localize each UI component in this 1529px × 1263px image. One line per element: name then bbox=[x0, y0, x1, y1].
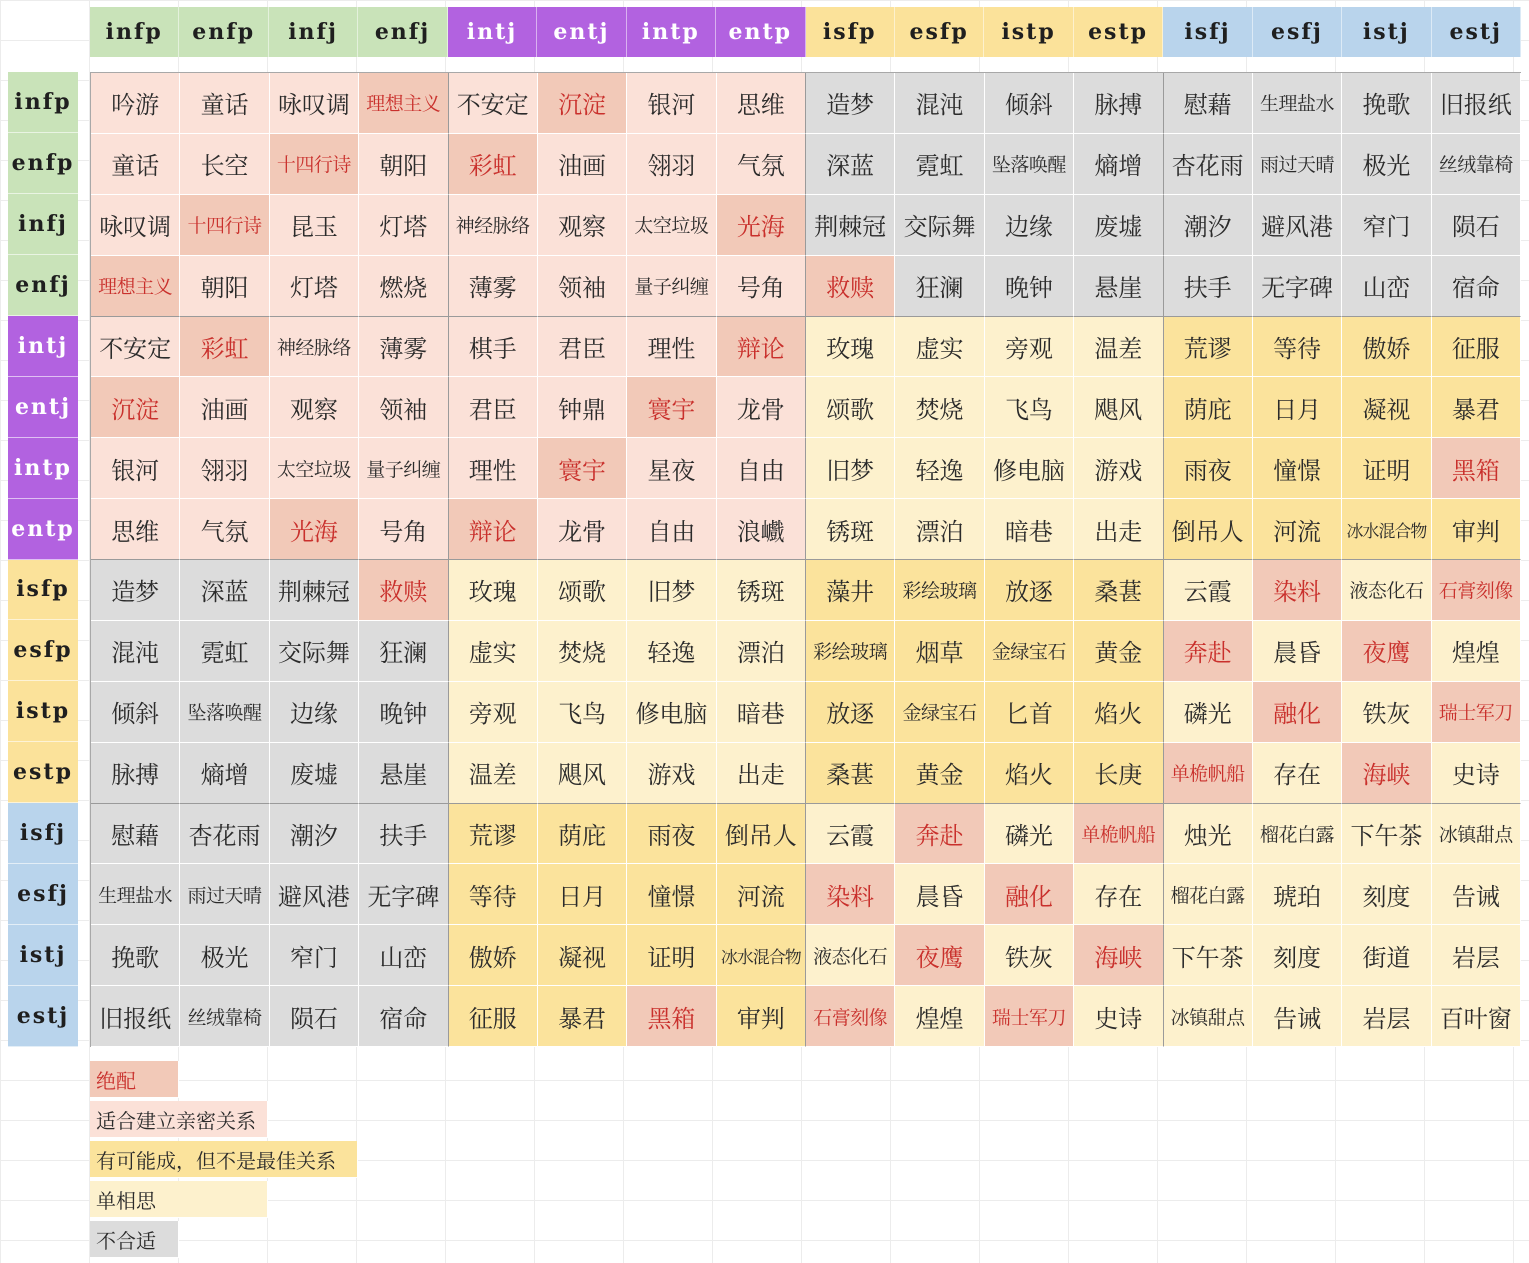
matrix-cell-istj-esfj: 刻度 bbox=[1253, 925, 1342, 986]
matrix-cell-enfj-entp: 号角 bbox=[717, 256, 806, 317]
matrix-cell-esfp-infj: 交际舞 bbox=[270, 621, 359, 682]
matrix-cell-infj-estp: 废墟 bbox=[1074, 195, 1163, 256]
matrix-cell-entj-enfj: 领袖 bbox=[359, 377, 448, 438]
matrix-cell-istp-infj: 边缘 bbox=[270, 682, 359, 743]
matrix-cell-isfj-esfj: 榴花白露 bbox=[1253, 804, 1342, 865]
matrix-cell-isfp-isfj: 云霞 bbox=[1164, 560, 1253, 621]
matrix-cell-infp-infj: 咏叹调 bbox=[270, 73, 359, 134]
column-header-enfp: enfp bbox=[179, 7, 268, 57]
matrix-cell-esfj-isfp: 染料 bbox=[806, 864, 895, 925]
matrix-cell-esfj-infj: 避风港 bbox=[270, 864, 359, 925]
matrix-cell-intj-intj: 棋手 bbox=[449, 317, 538, 378]
matrix-cell-estp-esfp: 黄金 bbox=[895, 743, 984, 804]
matrix-cell-enfp-isfj: 杏花雨 bbox=[1164, 134, 1253, 195]
matrix-cell-infj-intp: 太空垃圾 bbox=[627, 195, 716, 256]
matrix-cell-isfj-istj: 下午茶 bbox=[1342, 804, 1431, 865]
matrix-cell-istp-esfj: 融化 bbox=[1253, 682, 1342, 743]
matrix-cell-enfp-entp: 气氛 bbox=[717, 134, 806, 195]
matrix-cell-enfp-esfp: 霓虹 bbox=[895, 134, 984, 195]
matrix-cell-infp-isfp: 造梦 bbox=[806, 73, 895, 134]
matrix-cell-istp-intp: 修电脑 bbox=[627, 682, 716, 743]
matrix-cell-intj-entj: 君臣 bbox=[538, 317, 627, 378]
column-header-infp: infp bbox=[90, 7, 179, 57]
matrix-cell-infj-infj: 昆玉 bbox=[270, 195, 359, 256]
matrix-cell-istp-enfj: 晚钟 bbox=[359, 682, 448, 743]
matrix-cell-esfj-istj: 刻度 bbox=[1342, 864, 1431, 925]
matrix-cell-istj-estp: 海峡 bbox=[1074, 925, 1163, 986]
matrix-cell-isfp-infp: 造梦 bbox=[91, 560, 180, 621]
column-header-istj: istj bbox=[1342, 7, 1431, 57]
matrix-cell-infj-intj: 神经脉络 bbox=[449, 195, 538, 256]
matrix-cell-estj-enfp: 丝绒靠椅 bbox=[180, 986, 269, 1047]
matrix-cell-isfp-enfp: 深蓝 bbox=[180, 560, 269, 621]
matrix-cell-estp-infj: 废墟 bbox=[270, 743, 359, 804]
matrix-cell-intp-enfp: 翎羽 bbox=[180, 438, 269, 499]
matrix-cell-entp-esfp: 漂泊 bbox=[895, 499, 984, 560]
row-header-istp: istp bbox=[8, 681, 78, 742]
matrix-cell-istj-isfp: 液态化石 bbox=[806, 925, 895, 986]
matrix-cell-estj-esfp: 煌煌 bbox=[895, 986, 984, 1047]
column-header-entp: entp bbox=[716, 7, 805, 57]
matrix-cell-intj-entp: 辩论 bbox=[717, 317, 806, 378]
matrix-cell-estp-isfj: 单桅帆船 bbox=[1164, 743, 1253, 804]
matrix-cell-esfp-isfj: 奔赴 bbox=[1164, 621, 1253, 682]
matrix-cell-enfj-isfp: 救赎 bbox=[806, 256, 895, 317]
matrix-cell-esfp-entj: 焚烧 bbox=[538, 621, 627, 682]
matrix-cell-intj-estp: 温差 bbox=[1074, 317, 1163, 378]
matrix-cell-infp-istp: 倾斜 bbox=[985, 73, 1074, 134]
row-header-infj: infj bbox=[8, 194, 78, 255]
matrix-cell-isfp-estj: 石膏刻像 bbox=[1432, 560, 1521, 621]
matrix-cell-esfj-estj: 告诫 bbox=[1432, 864, 1521, 925]
matrix-cell-esfj-entp: 河流 bbox=[717, 864, 806, 925]
matrix-cell-enfp-enfj: 朝阳 bbox=[359, 134, 448, 195]
matrix-cell-enfj-esfj: 无字碑 bbox=[1253, 256, 1342, 317]
matrix-cell-infj-esfj: 避风港 bbox=[1253, 195, 1342, 256]
matrix-cell-esfj-enfp: 雨过天晴 bbox=[180, 864, 269, 925]
matrix-cell-isfj-enfp: 杏花雨 bbox=[180, 804, 269, 865]
matrix-cell-isfj-intj: 荒谬 bbox=[449, 804, 538, 865]
matrix-cell-infp-entj: 沉淀 bbox=[538, 73, 627, 134]
matrix-cell-esfj-istp: 融化 bbox=[985, 864, 1074, 925]
matrix-cell-infp-entp: 思维 bbox=[717, 73, 806, 134]
matrix-cell-entp-infj: 光海 bbox=[270, 499, 359, 560]
matrix-cell-estj-estp: 史诗 bbox=[1074, 986, 1163, 1047]
matrix-cell-intj-infj: 神经脉络 bbox=[270, 317, 359, 378]
matrix-cell-istp-isfp: 放逐 bbox=[806, 682, 895, 743]
matrix-cell-isfp-infj: 荆棘冠 bbox=[270, 560, 359, 621]
matrix-cell-entp-isfj: 倒吊人 bbox=[1164, 499, 1253, 560]
matrix-cell-estj-isfp: 石膏刻像 bbox=[806, 986, 895, 1047]
matrix-cell-esfp-estj: 煌煌 bbox=[1432, 621, 1521, 682]
matrix-cell-enfj-infj: 灯塔 bbox=[270, 256, 359, 317]
matrix-cell-esfj-entj: 日月 bbox=[538, 864, 627, 925]
matrix-cell-isfp-entp: 锈斑 bbox=[717, 560, 806, 621]
matrix-cell-estp-isfp: 桑葚 bbox=[806, 743, 895, 804]
matrix-cell-intj-estj: 征服 bbox=[1432, 317, 1521, 378]
matrix-cell-entj-infj: 观察 bbox=[270, 377, 359, 438]
matrix-cell-isfj-isfp: 云霞 bbox=[806, 804, 895, 865]
matrix-cell-entj-esfj: 日月 bbox=[1253, 377, 1342, 438]
matrix-cell-istp-estj: 瑞士军刀 bbox=[1432, 682, 1521, 743]
matrix-cell-estp-enfj: 悬崖 bbox=[359, 743, 448, 804]
matrix-cell-estp-entj: 飓风 bbox=[538, 743, 627, 804]
matrix-cell-esfp-intp: 轻逸 bbox=[627, 621, 716, 682]
matrix-cell-enfj-istp: 晚钟 bbox=[985, 256, 1074, 317]
column-header-estp: estp bbox=[1074, 7, 1163, 57]
matrix-cell-istj-infj: 窄门 bbox=[270, 925, 359, 986]
matrix-cell-intp-istj: 证明 bbox=[1342, 438, 1431, 499]
matrix-cell-infp-intj: 不安定 bbox=[449, 73, 538, 134]
matrix-cell-infp-intp: 银河 bbox=[627, 73, 716, 134]
column-header-intp: intp bbox=[627, 7, 716, 57]
matrix-cell-intj-isfj: 荒谬 bbox=[1164, 317, 1253, 378]
matrix-cell-esfp-entp: 漂泊 bbox=[717, 621, 806, 682]
matrix-cell-intp-entj: 寰宇 bbox=[538, 438, 627, 499]
matrix-cell-esfp-istp: 金绿宝石 bbox=[985, 621, 1074, 682]
matrix-cell-infj-isfp: 荆棘冠 bbox=[806, 195, 895, 256]
matrix-cell-infp-infp: 吟游 bbox=[91, 73, 180, 134]
matrix-cell-intj-esfj: 等待 bbox=[1253, 317, 1342, 378]
matrix-cell-entj-estj: 暴君 bbox=[1432, 377, 1521, 438]
matrix-cell-enfp-intj: 彩虹 bbox=[449, 134, 538, 195]
matrix-cell-entp-enfp: 气氛 bbox=[180, 499, 269, 560]
matrix-cell-infj-infp: 咏叹调 bbox=[91, 195, 180, 256]
matrix-cell-isfp-istj: 液态化石 bbox=[1342, 560, 1431, 621]
matrix-cell-entp-estp: 出走 bbox=[1074, 499, 1163, 560]
matrix-cell-intj-intp: 理性 bbox=[627, 317, 716, 378]
matrix-cell-estj-intj: 征服 bbox=[449, 986, 538, 1047]
matrix-cell-isfj-estj: 冰镇甜点 bbox=[1432, 804, 1521, 865]
matrix-cell-enfp-estj: 丝绒靠椅 bbox=[1432, 134, 1521, 195]
matrix-cell-entp-entp: 浪巇 bbox=[717, 499, 806, 560]
matrix-cell-estj-entp: 审判 bbox=[717, 986, 806, 1047]
matrix-cell-enfp-infp: 童话 bbox=[91, 134, 180, 195]
matrix-cell-isfp-esfj: 染料 bbox=[1253, 560, 1342, 621]
matrix-cell-intp-intj: 理性 bbox=[449, 438, 538, 499]
matrix-cell-esfj-intj: 等待 bbox=[449, 864, 538, 925]
matrix-cell-istp-esfp: 金绿宝石 bbox=[895, 682, 984, 743]
matrix-cell-infj-istj: 窄门 bbox=[1342, 195, 1431, 256]
matrix-cell-intj-istj: 傲娇 bbox=[1342, 317, 1431, 378]
matrix-cell-estp-esfj: 存在 bbox=[1253, 743, 1342, 804]
matrix-cell-entp-esfj: 河流 bbox=[1253, 499, 1342, 560]
matrix-cell-intj-esfp: 虚实 bbox=[895, 317, 984, 378]
matrix-cell-intp-esfp: 轻逸 bbox=[895, 438, 984, 499]
matrix-cell-intp-estj: 黑箱 bbox=[1432, 438, 1521, 499]
legend-item-close: 适合建立亲密关系 bbox=[90, 1101, 268, 1138]
matrix-cell-entj-entp: 龙骨 bbox=[717, 377, 806, 438]
matrix-cell-entj-intp: 寰宇 bbox=[627, 377, 716, 438]
column-header-infj: infj bbox=[269, 7, 358, 57]
row-header-esfj: esfj bbox=[8, 864, 78, 925]
matrix-cell-entp-intj: 辩论 bbox=[449, 499, 538, 560]
matrix-cell-esfp-istj: 夜鹰 bbox=[1342, 621, 1431, 682]
matrix-cell-intp-enfj: 量子纠缠 bbox=[359, 438, 448, 499]
matrix-cell-enfp-intp: 翎羽 bbox=[627, 134, 716, 195]
matrix-cell-enfj-esfp: 狂澜 bbox=[895, 256, 984, 317]
matrix-cell-estj-estj: 百叶窗 bbox=[1432, 986, 1521, 1047]
matrix-cell-istj-isfj: 下午茶 bbox=[1164, 925, 1253, 986]
row-header-istj: istj bbox=[8, 925, 78, 986]
legend-item-best: 绝配 bbox=[90, 1061, 179, 1098]
matrix-cell-infp-istj: 挽歌 bbox=[1342, 73, 1431, 134]
matrix-cell-estj-isfj: 冰镇甜点 bbox=[1164, 986, 1253, 1047]
column-headers bbox=[90, 7, 1521, 57]
matrix-cell-esfp-intj: 虚实 bbox=[449, 621, 538, 682]
matrix-cell-entp-isfp: 锈斑 bbox=[806, 499, 895, 560]
matrix-cell-enfj-enfp: 朝阳 bbox=[180, 256, 269, 317]
column-header-intj: intj bbox=[448, 7, 537, 57]
matrix-cell-isfj-istp: 磷光 bbox=[985, 804, 1074, 865]
row-header-entj: entj bbox=[8, 377, 78, 438]
matrix-cell-istj-esfp: 夜鹰 bbox=[895, 925, 984, 986]
matrix-cell-isfj-esfp: 奔赴 bbox=[895, 804, 984, 865]
matrix-cell-intj-infp: 不安定 bbox=[91, 317, 180, 378]
matrix-cell-istp-estp: 焰火 bbox=[1074, 682, 1163, 743]
matrix-cell-entj-enfp: 油画 bbox=[180, 377, 269, 438]
matrix-cell-estj-intp: 黑箱 bbox=[627, 986, 716, 1047]
row-header-enfj: enfj bbox=[8, 255, 78, 316]
matrix-cell-isfp-estp: 桑葚 bbox=[1074, 560, 1163, 621]
matrix-cell-esfj-esfj: 琥珀 bbox=[1253, 864, 1342, 925]
compatibility-matrix bbox=[90, 72, 1521, 1047]
matrix-cell-istp-istj: 铁灰 bbox=[1342, 682, 1431, 743]
column-header-entj: entj bbox=[537, 7, 626, 57]
column-header-enfj: enfj bbox=[358, 7, 447, 57]
matrix-cell-isfj-entp: 倒吊人 bbox=[717, 804, 806, 865]
matrix-cell-intp-infj: 太空垃圾 bbox=[270, 438, 359, 499]
matrix-cell-entj-estp: 飓风 bbox=[1074, 377, 1163, 438]
matrix-cell-intp-entp: 自由 bbox=[717, 438, 806, 499]
matrix-cell-isfp-esfp: 彩绘玻璃 bbox=[895, 560, 984, 621]
matrix-cell-entp-istj: 冰水混合物 bbox=[1342, 499, 1431, 560]
matrix-cell-enfp-enfp: 长空 bbox=[180, 134, 269, 195]
matrix-cell-estj-infp: 旧报纸 bbox=[91, 986, 180, 1047]
matrix-cell-estp-intj: 温差 bbox=[449, 743, 538, 804]
matrix-cell-esfp-enfj: 狂澜 bbox=[359, 621, 448, 682]
matrix-cell-entj-esfp: 焚烧 bbox=[895, 377, 984, 438]
row-headers bbox=[8, 72, 78, 1047]
matrix-cell-entj-isfj: 荫庇 bbox=[1164, 377, 1253, 438]
matrix-cell-esfp-isfp: 彩绘玻璃 bbox=[806, 621, 895, 682]
matrix-cell-infj-esfp: 交际舞 bbox=[895, 195, 984, 256]
legend bbox=[90, 1061, 360, 1261]
matrix-cell-infj-entj: 观察 bbox=[538, 195, 627, 256]
matrix-cell-enfp-istj: 极光 bbox=[1342, 134, 1431, 195]
matrix-cell-estp-enfp: 熵增 bbox=[180, 743, 269, 804]
matrix-cell-istj-infp: 挽歌 bbox=[91, 925, 180, 986]
matrix-cell-enfp-entj: 油画 bbox=[538, 134, 627, 195]
matrix-cell-isfp-istp: 放逐 bbox=[985, 560, 1074, 621]
row-header-estp: estp bbox=[8, 742, 78, 803]
matrix-cell-enfj-infp: 理想主义 bbox=[91, 256, 180, 317]
column-header-esfj: esfj bbox=[1253, 7, 1342, 57]
matrix-cell-istp-enfp: 坠落唤醒 bbox=[180, 682, 269, 743]
matrix-cell-infj-enfp: 十四行诗 bbox=[180, 195, 269, 256]
row-header-isfp: isfp bbox=[8, 560, 78, 621]
matrix-cell-enfj-enfj: 燃烧 bbox=[359, 256, 448, 317]
matrix-cell-infj-enfj: 灯塔 bbox=[359, 195, 448, 256]
matrix-cell-esfp-esfj: 晨昏 bbox=[1253, 621, 1342, 682]
matrix-cell-isfj-estp: 单桅帆船 bbox=[1074, 804, 1163, 865]
legend-item-maybe: 有可能成，但不是最佳关系 bbox=[90, 1141, 358, 1178]
matrix-cell-infp-estj: 旧报纸 bbox=[1432, 73, 1521, 134]
matrix-cell-infp-estp: 脉搏 bbox=[1074, 73, 1163, 134]
matrix-cell-istp-infp: 倾斜 bbox=[91, 682, 180, 743]
matrix-cell-enfp-esfj: 雨过天晴 bbox=[1253, 134, 1342, 195]
matrix-cell-estj-esfj: 告诫 bbox=[1253, 986, 1342, 1047]
matrix-cell-intp-isfp: 旧梦 bbox=[806, 438, 895, 499]
matrix-cell-estp-infp: 脉搏 bbox=[91, 743, 180, 804]
legend-item-one-sided: 单相思 bbox=[90, 1181, 268, 1218]
matrix-cell-esfp-enfp: 霓虹 bbox=[180, 621, 269, 682]
matrix-cell-esfj-intp: 憧憬 bbox=[627, 864, 716, 925]
matrix-cell-istj-estj: 岩层 bbox=[1432, 925, 1521, 986]
matrix-cell-istp-entj: 飞鸟 bbox=[538, 682, 627, 743]
matrix-cell-enfp-isfp: 深蓝 bbox=[806, 134, 895, 195]
matrix-cell-enfj-entj: 领袖 bbox=[538, 256, 627, 317]
matrix-cell-estp-istp: 焰火 bbox=[985, 743, 1074, 804]
matrix-cell-istj-enfp: 极光 bbox=[180, 925, 269, 986]
matrix-cell-enfp-estp: 熵增 bbox=[1074, 134, 1163, 195]
matrix-cell-entj-intj: 君臣 bbox=[449, 377, 538, 438]
matrix-cell-entp-istp: 暗巷 bbox=[985, 499, 1074, 560]
matrix-cell-isfj-infj: 潮汐 bbox=[270, 804, 359, 865]
column-header-istp: istp bbox=[984, 7, 1073, 57]
matrix-cell-enfj-istj: 山峦 bbox=[1342, 256, 1431, 317]
matrix-cell-esfj-isfj: 榴花白露 bbox=[1164, 864, 1253, 925]
matrix-cell-istj-enfj: 山峦 bbox=[359, 925, 448, 986]
matrix-cell-enfp-infj: 十四行诗 bbox=[270, 134, 359, 195]
matrix-cell-istj-istj: 街道 bbox=[1342, 925, 1431, 986]
matrix-cell-infp-isfj: 慰藉 bbox=[1164, 73, 1253, 134]
matrix-cell-intp-estp: 游戏 bbox=[1074, 438, 1163, 499]
matrix-cell-istj-intj: 傲娇 bbox=[449, 925, 538, 986]
matrix-cell-esfp-esfp: 烟草 bbox=[895, 621, 984, 682]
matrix-cell-enfj-intp: 量子纠缠 bbox=[627, 256, 716, 317]
matrix-cell-estp-intp: 游戏 bbox=[627, 743, 716, 804]
row-header-entp: entp bbox=[8, 499, 78, 560]
matrix-cell-entj-istp: 飞鸟 bbox=[985, 377, 1074, 438]
matrix-cell-enfj-estj: 宿命 bbox=[1432, 256, 1521, 317]
column-header-isfp: isfp bbox=[806, 7, 895, 57]
column-header-estj: estj bbox=[1432, 7, 1521, 57]
matrix-cell-intj-enfp: 彩虹 bbox=[180, 317, 269, 378]
matrix-cell-intj-enfj: 薄雾 bbox=[359, 317, 448, 378]
matrix-cell-enfj-estp: 悬崖 bbox=[1074, 256, 1163, 317]
matrix-cell-isfp-entj: 颂歌 bbox=[538, 560, 627, 621]
column-header-isfj: isfj bbox=[1163, 7, 1252, 57]
matrix-cell-istj-entp: 冰水混合物 bbox=[717, 925, 806, 986]
matrix-cell-esfj-esfp: 晨昏 bbox=[895, 864, 984, 925]
matrix-cell-intj-istp: 旁观 bbox=[985, 317, 1074, 378]
matrix-cell-estj-istj: 岩层 bbox=[1342, 986, 1431, 1047]
matrix-cell-intp-intp: 星夜 bbox=[627, 438, 716, 499]
row-header-esfp: esfp bbox=[8, 620, 78, 681]
matrix-cell-esfj-infp: 生理盐水 bbox=[91, 864, 180, 925]
matrix-cell-enfj-isfj: 扶手 bbox=[1164, 256, 1253, 317]
matrix-cell-istp-istp: 匕首 bbox=[985, 682, 1074, 743]
row-header-intp: intp bbox=[8, 438, 78, 499]
matrix-cell-entj-infp: 沉淀 bbox=[91, 377, 180, 438]
row-header-enfp: enfp bbox=[8, 133, 78, 194]
matrix-cell-entp-estj: 审判 bbox=[1432, 499, 1521, 560]
matrix-cell-estp-istj: 海峡 bbox=[1342, 743, 1431, 804]
matrix-cell-entj-entj: 钟鼎 bbox=[538, 377, 627, 438]
matrix-cell-infj-istp: 边缘 bbox=[985, 195, 1074, 256]
matrix-cell-estp-estp: 长庚 bbox=[1074, 743, 1163, 804]
matrix-cell-esfj-estp: 存在 bbox=[1074, 864, 1163, 925]
matrix-cell-istj-entj: 凝视 bbox=[538, 925, 627, 986]
matrix-cell-infp-esfp: 混沌 bbox=[895, 73, 984, 134]
matrix-cell-isfj-infp: 慰藉 bbox=[91, 804, 180, 865]
matrix-cell-entp-entj: 龙骨 bbox=[538, 499, 627, 560]
legend-item-unsuitable: 不合适 bbox=[90, 1221, 179, 1258]
row-header-estj: estj bbox=[8, 986, 78, 1047]
matrix-cell-intj-isfp: 玫瑰 bbox=[806, 317, 895, 378]
matrix-cell-enfj-intj: 薄雾 bbox=[449, 256, 538, 317]
matrix-cell-entp-intp: 自由 bbox=[627, 499, 716, 560]
matrix-cell-estp-entp: 出走 bbox=[717, 743, 806, 804]
matrix-cell-estj-entj: 暴君 bbox=[538, 986, 627, 1047]
matrix-cell-esfj-enfj: 无字碑 bbox=[359, 864, 448, 925]
matrix-cell-isfj-isfj: 烛光 bbox=[1164, 804, 1253, 865]
matrix-cell-esfp-infp: 混沌 bbox=[91, 621, 180, 682]
matrix-cell-isfp-intp: 旧梦 bbox=[627, 560, 716, 621]
matrix-cell-estj-infj: 陨石 bbox=[270, 986, 359, 1047]
matrix-cell-infj-estj: 陨石 bbox=[1432, 195, 1521, 256]
matrix-cell-isfp-intj: 玫瑰 bbox=[449, 560, 538, 621]
matrix-cell-infp-enfp: 童话 bbox=[180, 73, 269, 134]
row-header-isfj: isfj bbox=[8, 803, 78, 864]
matrix-cell-estj-enfj: 宿命 bbox=[359, 986, 448, 1047]
matrix-cell-istp-isfj: 磷光 bbox=[1164, 682, 1253, 743]
matrix-cell-istj-intp: 证明 bbox=[627, 925, 716, 986]
row-header-intj: intj bbox=[8, 316, 78, 377]
matrix-cell-isfp-isfp: 藻井 bbox=[806, 560, 895, 621]
matrix-cell-estp-estj: 史诗 bbox=[1432, 743, 1521, 804]
matrix-cell-intp-isfj: 雨夜 bbox=[1164, 438, 1253, 499]
row-header-infp: infp bbox=[8, 72, 78, 133]
matrix-cell-infj-isfj: 潮汐 bbox=[1164, 195, 1253, 256]
matrix-cell-intp-infp: 银河 bbox=[91, 438, 180, 499]
matrix-cell-entp-enfj: 号角 bbox=[359, 499, 448, 560]
matrix-cell-esfp-estp: 黄金 bbox=[1074, 621, 1163, 682]
matrix-cell-istp-intj: 旁观 bbox=[449, 682, 538, 743]
matrix-cell-isfj-intp: 雨夜 bbox=[627, 804, 716, 865]
matrix-cell-estj-istp: 瑞士军刀 bbox=[985, 986, 1074, 1047]
matrix-cell-enfp-istp: 坠落唤醒 bbox=[985, 134, 1074, 195]
matrix-cell-infp-esfj: 生理盐水 bbox=[1253, 73, 1342, 134]
column-header-esfp: esfp bbox=[895, 7, 984, 57]
matrix-cell-isfj-entj: 荫庇 bbox=[538, 804, 627, 865]
matrix-cell-istj-istp: 铁灰 bbox=[985, 925, 1074, 986]
matrix-cell-infp-enfj: 理想主义 bbox=[359, 73, 448, 134]
matrix-cell-istp-entp: 暗巷 bbox=[717, 682, 806, 743]
matrix-cell-entj-isfp: 颂歌 bbox=[806, 377, 895, 438]
matrix-cell-infj-entp: 光海 bbox=[717, 195, 806, 256]
matrix-cell-entp-infp: 思维 bbox=[91, 499, 180, 560]
matrix-cell-intp-istp: 修电脑 bbox=[985, 438, 1074, 499]
matrix-cell-entj-istj: 凝视 bbox=[1342, 377, 1431, 438]
matrix-cell-isfp-enfj: 救赎 bbox=[359, 560, 448, 621]
matrix-cell-isfj-enfj: 扶手 bbox=[359, 804, 448, 865]
matrix-cell-intp-esfj: 憧憬 bbox=[1253, 438, 1342, 499]
